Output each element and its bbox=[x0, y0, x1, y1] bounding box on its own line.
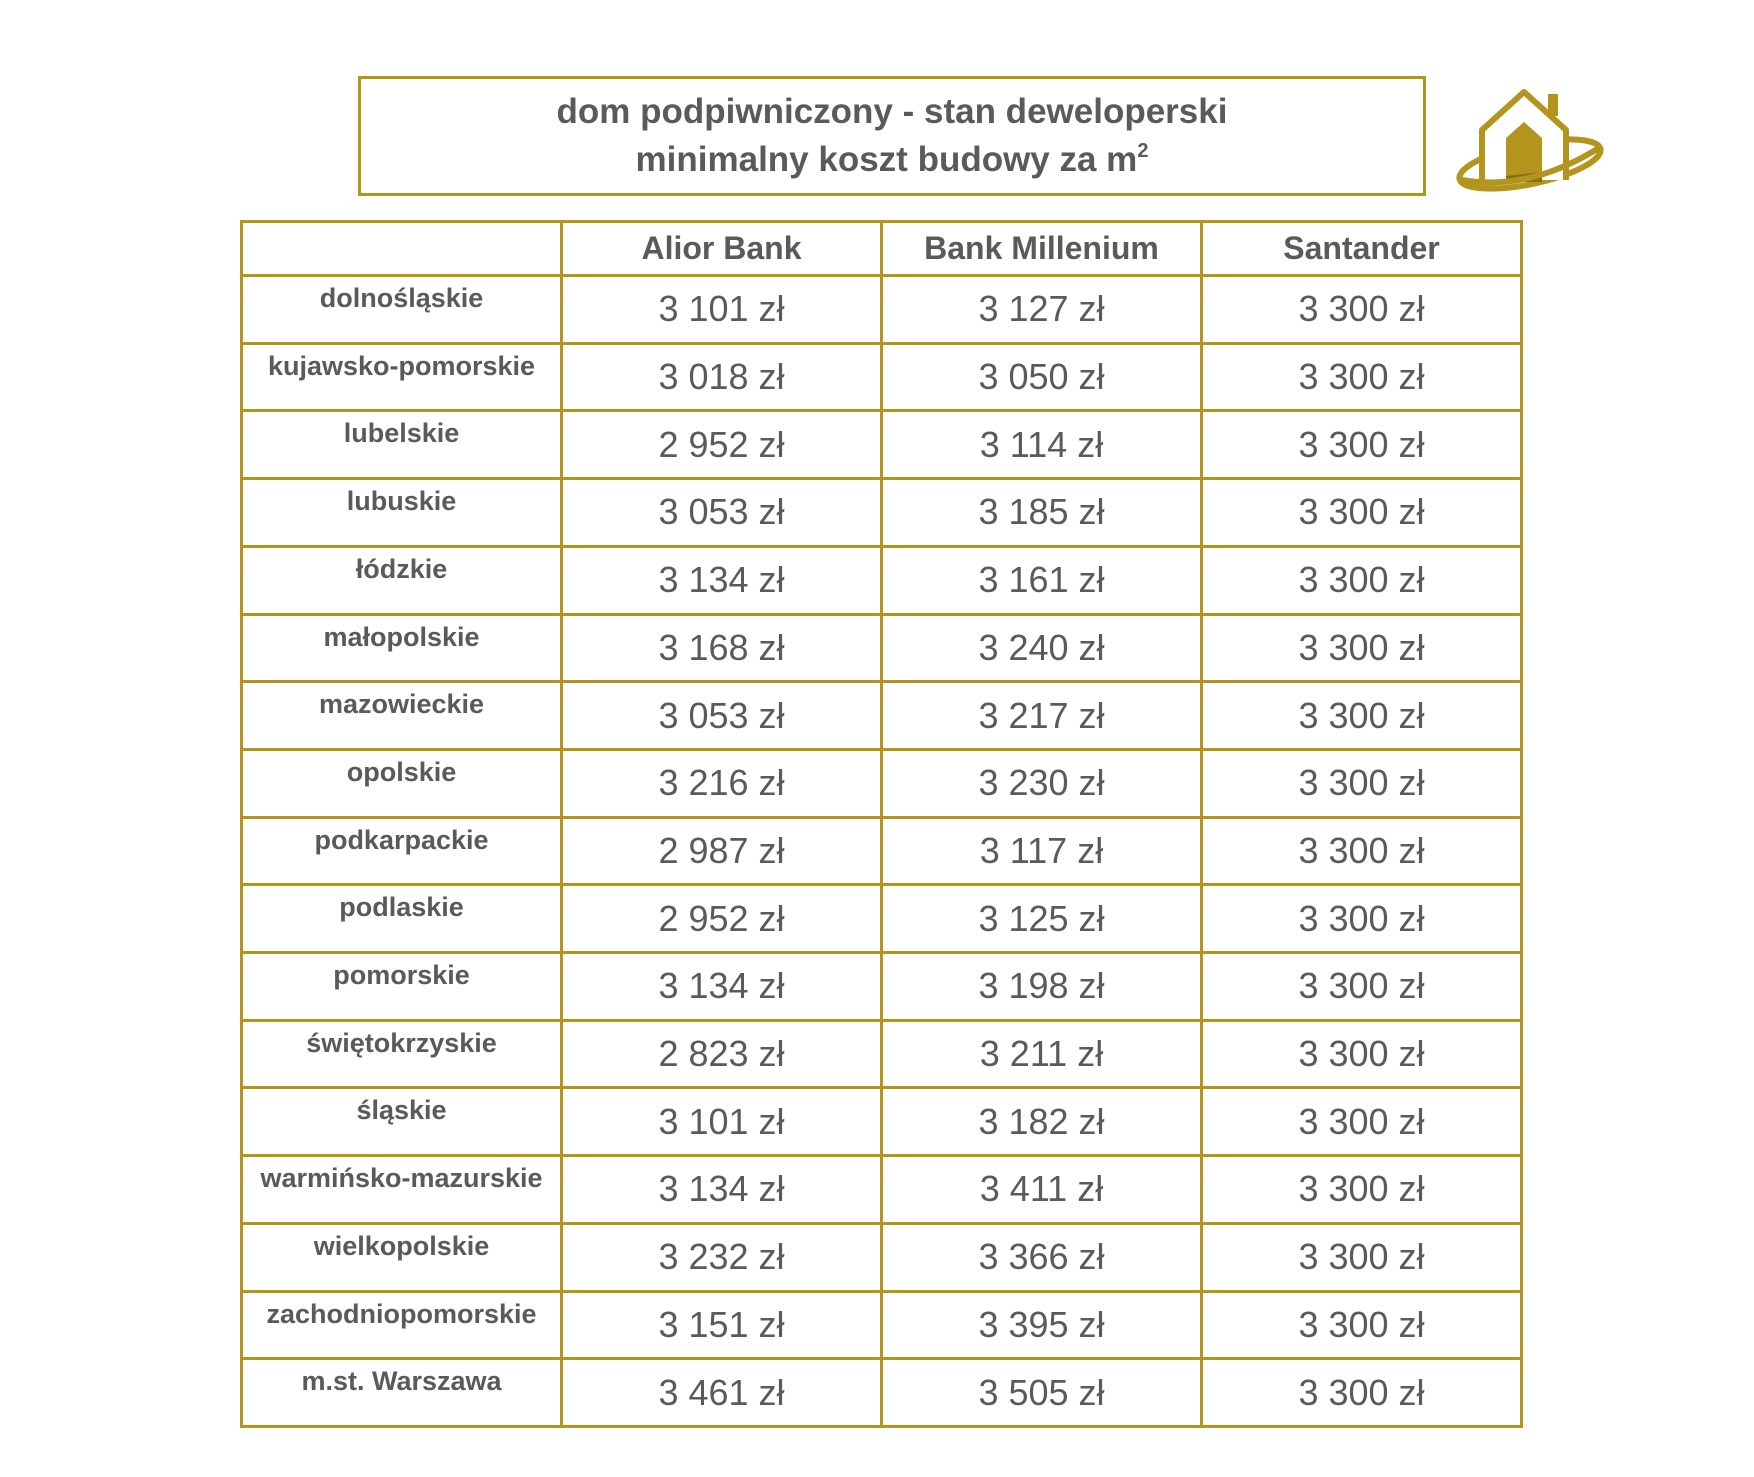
millenium-cell: 3 505 zł bbox=[882, 1359, 1202, 1427]
alior-cell: 3 134 zł bbox=[562, 1156, 882, 1224]
table-row bbox=[242, 546, 1522, 614]
title-line-1: dom podpiwniczony - stan deweloperski bbox=[556, 92, 1228, 131]
alior-cell: 3 053 zł bbox=[562, 479, 882, 547]
title-line-2-text: minimalny koszt budowy za m bbox=[635, 140, 1138, 179]
table-row bbox=[242, 479, 1522, 547]
santander-cell: 3 300 zł bbox=[1202, 749, 1522, 817]
santander-cell: 3 300 zł bbox=[1202, 1359, 1522, 1427]
alior-cell: 3 232 zł bbox=[562, 1223, 882, 1291]
millenium-cell: 3 240 zł bbox=[882, 614, 1202, 682]
region-cell: zachodniopomorskie bbox=[242, 1291, 562, 1359]
millenium-cell: 3 125 zł bbox=[882, 885, 1202, 953]
millenium-cell: 3 211 zł bbox=[882, 1020, 1202, 1088]
alior-cell: 3 134 zł bbox=[562, 953, 882, 1021]
region-cell: świętokrzyskie bbox=[242, 1020, 562, 1088]
region-cell: podkarpackie bbox=[242, 817, 562, 885]
millenium-cell: 3 217 zł bbox=[882, 682, 1202, 750]
header-santander: Santander bbox=[1202, 222, 1522, 276]
region-cell: kujawsko-pomorskie bbox=[242, 343, 562, 411]
table-row bbox=[242, 682, 1522, 750]
millenium-cell: 3 411 zł bbox=[882, 1156, 1202, 1224]
santander-cell: 3 300 zł bbox=[1202, 411, 1522, 479]
table-row bbox=[242, 1291, 1522, 1359]
cost-table bbox=[240, 220, 1523, 1428]
region-cell: m.st. Warszawa bbox=[242, 1359, 562, 1427]
santander-cell: 3 300 zł bbox=[1202, 479, 1522, 547]
santander-cell: 3 300 zł bbox=[1202, 1223, 1522, 1291]
millenium-cell: 3 050 zł bbox=[882, 343, 1202, 411]
region-cell: śląskie bbox=[242, 1088, 562, 1156]
title-superscript: 2 bbox=[1137, 140, 1149, 162]
alior-cell: 2 987 zł bbox=[562, 817, 882, 885]
table-row bbox=[242, 1156, 1522, 1224]
table-row bbox=[242, 817, 1522, 885]
alior-cell: 2 952 zł bbox=[562, 411, 882, 479]
region-cell: lubuskie bbox=[242, 479, 562, 547]
alior-cell: 3 101 zł bbox=[562, 1088, 882, 1156]
santander-cell: 3 300 zł bbox=[1202, 1291, 1522, 1359]
alior-cell: 3 168 zł bbox=[562, 614, 882, 682]
millenium-cell: 3 395 zł bbox=[882, 1291, 1202, 1359]
alior-cell: 2 952 zł bbox=[562, 885, 882, 953]
millenium-cell: 3 114 zł bbox=[882, 411, 1202, 479]
region-cell: lubelskie bbox=[242, 411, 562, 479]
santander-cell: 3 300 zł bbox=[1202, 546, 1522, 614]
millenium-cell: 3 117 zł bbox=[882, 817, 1202, 885]
region-cell: mazowieckie bbox=[242, 682, 562, 750]
millenium-cell: 3 185 zł bbox=[882, 479, 1202, 547]
table-row bbox=[242, 1359, 1522, 1427]
santander-cell: 3 300 zł bbox=[1202, 343, 1522, 411]
region-cell: pomorskie bbox=[242, 953, 562, 1021]
santander-cell: 3 300 zł bbox=[1202, 682, 1522, 750]
table-row bbox=[242, 1020, 1522, 1088]
house-logo-icon bbox=[1452, 84, 1612, 204]
alior-cell: 3 053 zł bbox=[562, 682, 882, 750]
alior-cell: 3 018 zł bbox=[562, 343, 882, 411]
table-row bbox=[242, 1223, 1522, 1291]
table-row bbox=[242, 1088, 1522, 1156]
millenium-cell: 3 230 zł bbox=[882, 749, 1202, 817]
header-empty bbox=[242, 222, 562, 276]
millenium-cell: 3 366 zł bbox=[882, 1223, 1202, 1291]
region-cell: opolskie bbox=[242, 749, 562, 817]
alior-cell: 3 461 zł bbox=[562, 1359, 882, 1427]
table-row bbox=[242, 614, 1522, 682]
table-header-row bbox=[242, 222, 1522, 276]
santander-cell: 3 300 zł bbox=[1202, 614, 1522, 682]
santander-cell: 3 300 zł bbox=[1202, 1156, 1522, 1224]
santander-cell: 3 300 zł bbox=[1202, 1088, 1522, 1156]
santander-cell: 3 300 zł bbox=[1202, 1020, 1522, 1088]
millenium-cell: 3 127 zł bbox=[882, 276, 1202, 344]
santander-cell: 3 300 zł bbox=[1202, 276, 1522, 344]
header-bank-millenium: Bank Millenium bbox=[882, 222, 1202, 276]
region-cell: dolnośląskie bbox=[242, 276, 562, 344]
table-row bbox=[242, 276, 1522, 344]
millenium-cell: 3 161 zł bbox=[882, 546, 1202, 614]
alior-cell: 3 101 zł bbox=[562, 276, 882, 344]
table-row bbox=[242, 343, 1522, 411]
millenium-cell: 3 198 zł bbox=[882, 953, 1202, 1021]
table-row bbox=[242, 749, 1522, 817]
region-cell: łódzkie bbox=[242, 546, 562, 614]
santander-cell: 3 300 zł bbox=[1202, 885, 1522, 953]
santander-cell: 3 300 zł bbox=[1202, 817, 1522, 885]
title-box bbox=[358, 76, 1426, 196]
title-line-2 bbox=[636, 136, 1149, 184]
alior-cell: 3 216 zł bbox=[562, 749, 882, 817]
region-cell: podlaskie bbox=[242, 885, 562, 953]
region-cell: wielkopolskie bbox=[242, 1223, 562, 1291]
alior-cell: 2 823 zł bbox=[562, 1020, 882, 1088]
region-cell: warmińsko-mazurskie bbox=[242, 1156, 562, 1224]
table-row bbox=[242, 953, 1522, 1021]
alior-cell: 3 134 zł bbox=[562, 546, 882, 614]
alior-cell: 3 151 zł bbox=[562, 1291, 882, 1359]
region-cell: małopolskie bbox=[242, 614, 562, 682]
santander-cell: 3 300 zł bbox=[1202, 953, 1522, 1021]
table-row bbox=[242, 885, 1522, 953]
table-row bbox=[242, 411, 1522, 479]
header-alior-bank: Alior Bank bbox=[562, 222, 882, 276]
millenium-cell: 3 182 zł bbox=[882, 1088, 1202, 1156]
